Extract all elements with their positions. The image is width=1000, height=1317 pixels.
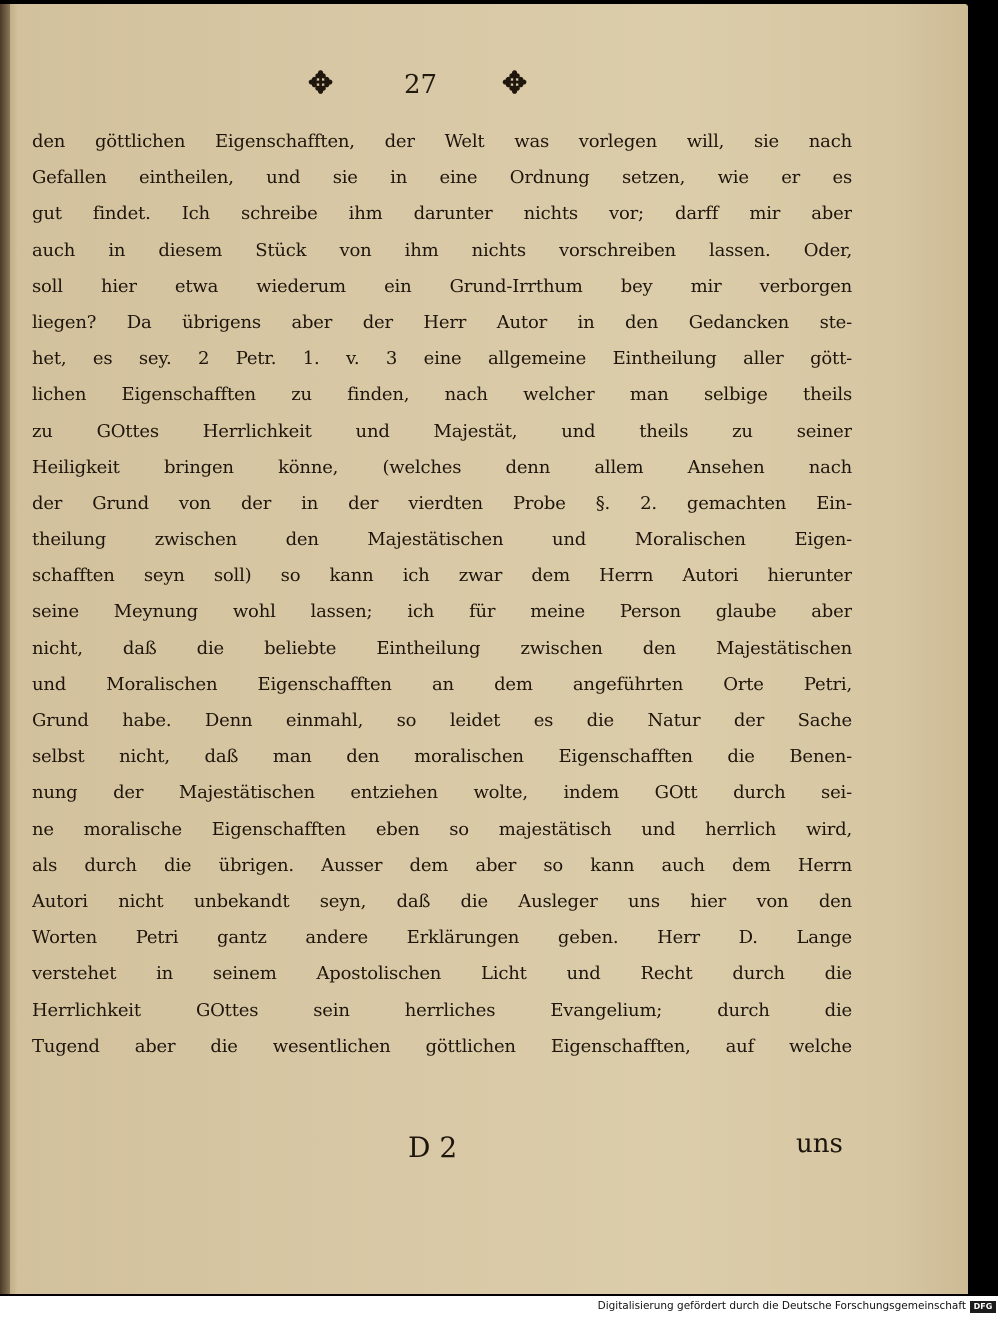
text-line: lichen Eigenschafften zu finden, nach welcher man selbige theils (32, 384, 852, 406)
text-line: Gefallen eintheilen, und sie in eine Ordnung setzen, wie er es (32, 167, 852, 189)
text-line: Herrlichkeit GOttes sein herrliches Evangelium; durch die (32, 999, 852, 1021)
text-line: auch in diesem Stück von ihm nichts vorschreiben lassen. Oder, (32, 239, 852, 261)
text-line: soll hier etwa wiederum ein Grund-Irrthum bey mir verborgen (32, 275, 852, 297)
text-line: den göttlichen Eigenschafften, der Welt was vorlegen will, sie nach (32, 131, 852, 152)
catchword: uns (796, 1129, 843, 1159)
text-line: Autori nicht unbekandt seyn, daß die Ausleger uns hier von den (32, 890, 852, 912)
page-header (0, 66, 840, 106)
page-spine-shadow (0, 4, 10, 1294)
text-line: Tugend aber die wesentlichen göttlichen Eigenschafften, auf welche (32, 1035, 852, 1057)
text-line: het, es sey. 2 Petr. 1. v. 3 eine allgemeine Eintheilung aller gött- (32, 348, 852, 370)
text-line: als durch die übrigen. Ausser dem aber so kann auch dem Herrn (32, 854, 852, 876)
text-line: liegen? Da übrigens aber der Herr Autor in den Gedancken ste- (32, 311, 852, 333)
body-text (32, 124, 852, 1065)
text-line: Heiligkeit bringen könne, (welches denn allem Ansehen nach (32, 456, 852, 478)
text-line: schafften seyn soll) so kann ich zwar dem Herrn Autori hierunter (32, 565, 852, 587)
book-page (0, 4, 968, 1294)
text-line: nicht, daß die beliebte Eintheilung zwischen den Majestätischen (32, 637, 852, 659)
digitization-credit: Digitalisierung gefördert durch die Deutsche Forschungsgemeinschaft (597, 1300, 966, 1312)
text-line: Worten Petri gantz andere Erklärungen geben. Herr D. Lange (32, 927, 852, 949)
text-line: und Moralischen Eigenschafften an dem angeführten Orte Petri, (32, 673, 852, 695)
signature-mark: D 2 (408, 1131, 458, 1164)
text-line: der Grund von der in der vierdten Probe §. 2. gemachten Ein- (32, 492, 852, 514)
page-number: 27 (404, 70, 438, 100)
ornament-right-icon: ✥ (502, 66, 528, 101)
dfg-logo: DFG (970, 1301, 996, 1313)
text-line: zu GOttes Herrlichkeit und Majestät, und theils zu seiner (32, 420, 852, 442)
text-line: nung der Majestätischen entziehen wolte, indem GOtt durch sei- (32, 782, 852, 804)
text-line: Grund habe. Denn einmahl, so leidet es die Natur der Sache (32, 710, 852, 731)
text-line: verstehet in seinem Apostolischen Licht und Recht durch die (32, 963, 852, 985)
text-line: seine Meynung wohl lassen; ich für meine Person glaube aber (32, 601, 852, 623)
text-line: ne moralische Eigenschafften eben so majestätisch und herrlich wird, (32, 818, 852, 840)
ornament-left-icon: ✥ (308, 66, 334, 101)
text-line: gut findet. Ich schreibe ihm darunter nichts vor; darff mir aber (32, 203, 852, 225)
text-line: theilung zwischen den Majestätischen und Moralischen Eigen- (32, 529, 852, 551)
text-line: selbst nicht, daß man den moralischen Eigenschafften die Benen- (32, 746, 852, 768)
